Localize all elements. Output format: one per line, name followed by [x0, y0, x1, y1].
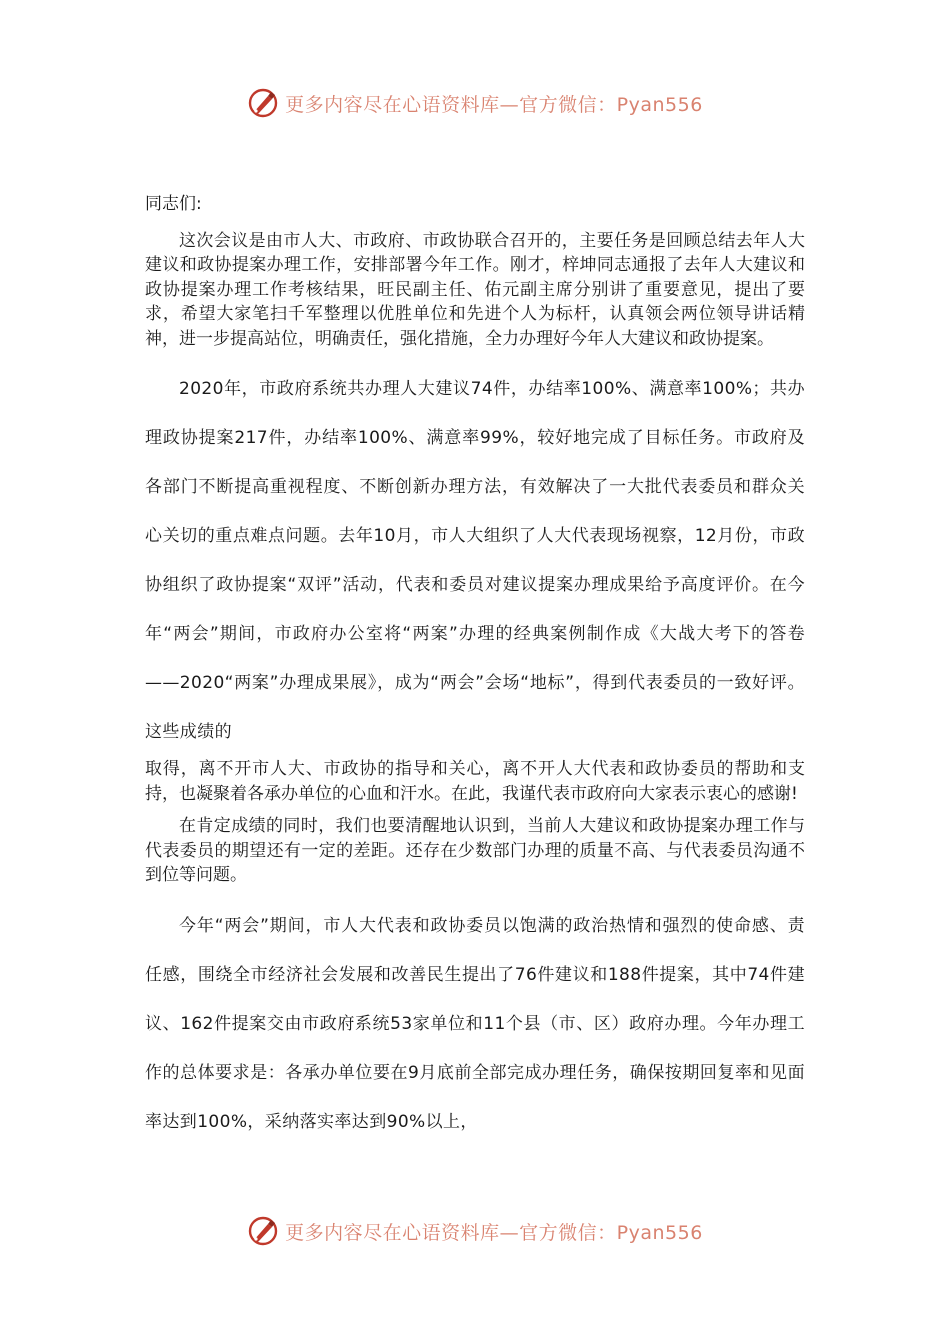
- paragraph-2-wide: 2020年，市政府系统共办理人大建议74件，办结率100%、满意率100%；共办理政协提案217件，办结率100%、满意率99%，较好地完成了目标任务。市政府及各部门不断提高重视程度、不断创新办理方法，有效解决了一大批代表委员和群众关心关切的重点难点问题。去年10月，市人大组织了人大代表现场视察，12月份，市政协组织了政协提案“双评”活动，代表和委员对建议提案办理成果给予高度评价。在今年“两会”期间，市政府办公室将“两案”办理的经典案例制作成《大战大考下的答卷——2020“两案”办理成果展》，成为“两会”会场“地标”，得到代表委员的一致好评。这些成绩的: [145, 379, 805, 742]
- pen-in-circle-icon: [247, 1215, 279, 1247]
- paragraph-2-tight: 取得，离不开市人大、市政协的指导和关心，离不开人大代表和政协委员的帮助和支持，也凝聚着各承办单位的心血和汗水。在此，我谨代表市政府向大家表示衷心的感谢!: [145, 759, 805, 804]
- header-banner: [0, 83, 950, 123]
- banner-text: 更多内容尽在心语资料库—官方微信：Pyan556: [285, 1221, 703, 1244]
- banner-text: 更多内容尽在心语资料库—官方微信：Pyan556: [285, 93, 703, 116]
- document-body: [145, 192, 805, 1147]
- pen-in-circle-icon: [247, 87, 279, 119]
- paragraph-4: 今年“两会”期间，市人大代表和政协委员以饱满的政治热情和强烈的使命感、责任感，围绕全市经济社会发展和改善民生提出了76件建议和188件提案，其中74件建议、162件提案交由市政府系统53家单位和11个县（市、区）政府办理。今年办理工作的总体要求是：各承办单位要在9月底前全部完成办理任务，确保按期回复率和见面率达到100%，采纳落实率达到90%以上，: [145, 915, 805, 1132]
- footer-banner: [0, 1211, 950, 1251]
- paragraph-3: 在肯定成绩的同时，我们也要清醒地认识到，当前人大建议和政协提案办理工作与代表委员的期望还有一定的差距。还存在少数部门办理的质量不高、与代表委员沟通不到位等问题。: [145, 816, 805, 885]
- wechat-id: Pyan556: [616, 1221, 703, 1244]
- paragraph-1: 这次会议是由市人大、市政府、市政协联合召开的，主要任务是回顾总结去年人大建议和政协提案办理工作，安排部署今年工作。刚才，梓坤同志通报了去年人大建议和政协提案办理工作考核结果，旺民副主任、佑元副主席分别讲了重要意见，提出了要求，希望大家笔扫千军整理以优胜单位和先进个人为标杆，认真领会两位领导讲话精神，进一步提高站位，明确责任，强化措施，全力办理好今年人大建议和政协提案。: [145, 230, 805, 349]
- wechat-id: Pyan556: [616, 93, 703, 116]
- salutation: 同志们:: [145, 194, 202, 214]
